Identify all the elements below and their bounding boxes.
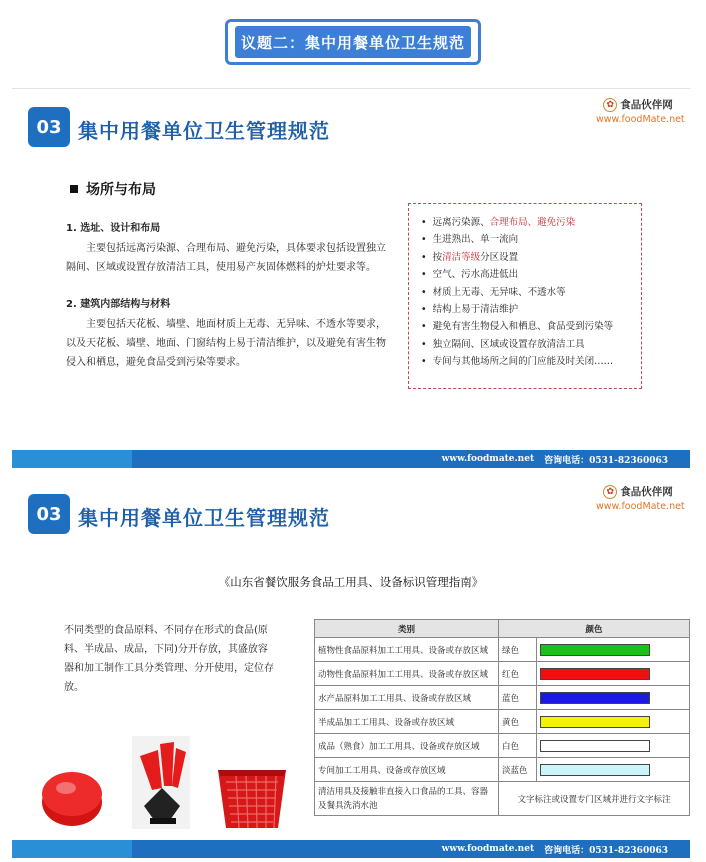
table-cell-category: 专间加工工用具、设备或存放区域 [315,758,499,782]
table-header-color: 颜色 [499,620,690,638]
table-cell-category: 水产品原料加工工用具、设备或存放区域 [315,686,499,710]
red-basket-image [218,770,286,828]
table-row [315,782,690,816]
table-cell-color-name: 红色 [499,662,537,686]
key-points-box [408,203,642,389]
footer-url: www.foodmate.net [441,844,535,854]
slide-footer [12,840,690,858]
table-cell-category: 植物性食品原料加工工用具、设备或存放区域 [315,638,499,662]
topic-title: 议题二：集中用餐单位卫生规范 [235,26,471,58]
color-swatch [540,764,650,776]
subsection-text: 主要包括远离污染源、合理布局、避免污染，具体要求包括设置独立隔间、区域或设置存放清洁工具，使用易产灰固体燃料的炉灶要求等。 [66,243,386,273]
logo-name: 食品伙伴网 [620,486,673,498]
color-swatch [540,668,650,680]
table-cell-swatch [537,758,690,782]
table-cell-color-name: 黄色 [499,710,537,734]
subsection-site-selection [66,219,392,277]
slide-footer [12,450,690,468]
table-row [315,662,690,686]
subsection-text: 主要包括天花板、墙壁、地面材质上无毒、无异味、不透水等要求，以及天花板、墙壁、地面、门窗结构上易于清洁维护，以及避免有害生物侵入和栖息，避免食品受到污染等要求。 [66,319,386,368]
color-swatch [540,740,650,752]
list-item: • 结构上易于清洁维护 [421,301,635,318]
table-cell-swatch [537,710,690,734]
color-swatch [540,692,650,704]
subsection-building-structure [66,295,392,372]
table-cell-swatch [537,686,690,710]
table-cell-category: 动物性食品原料加工工用具、设备或存放区域 [315,662,499,686]
slide-2 [12,478,690,858]
color-swatch [540,716,650,728]
table-cell-swatch [537,662,690,686]
table-cell-color-name: 蓝色 [499,686,537,710]
color-code-table [314,619,690,816]
red-knife-set-image [132,736,190,829]
section-number-badge: 03 [28,107,70,147]
section-heading-text: 场所与布局 [86,182,156,198]
section-number-badge: 03 [28,494,70,534]
list-item: • 独立隔间、区域或设置存放清洁工具 [421,336,635,353]
logo-emblem-icon: ✿ [603,98,617,112]
table-cell-category: 清洁用具及接触非直接入口食品的工具、容器及餐具洗消水池 [315,782,499,816]
list-item: • 材质上无毒、无异味、不透水等 [421,284,635,301]
topic-banner [225,19,481,65]
subsection-heading: 2. 建筑内部结构与材料 [66,299,171,310]
footer-url: www.foodmate.net [441,454,535,464]
logo-name: 食品伙伴网 [620,99,673,111]
guide-title: 《山东省餐饮服务食品工用具、设备标识管理指南》 [218,575,484,589]
list-item: • 生进熟出、单一流向 [421,231,635,248]
table-row [315,734,690,758]
logo-url: www.foodMate.net [596,501,685,512]
table-cell-color-name: 淡蓝色 [499,758,537,782]
logo-url: www.foodMate.net [596,114,685,125]
section-heading [70,179,156,199]
table-header-category: 类别 [315,620,499,638]
table-cell-color-name: 白色 [499,734,537,758]
footer-phone: 咨询电话：0531-82360063 [544,845,668,856]
table-cell-note: 文字标注或设置专门区域并进行文字标注 [499,782,690,816]
list-item: • 空气、污水高进低出 [421,266,635,283]
footer-phone: 咨询电话：0531-82360063 [544,455,668,466]
table-cell-category: 成品（熟食）加工工用具、设备或存放区域 [315,734,499,758]
list-item: • 按清洁等级分区设置 [421,249,635,266]
square-bullet-icon [70,185,78,193]
table-cell-color-name: 绿色 [499,638,537,662]
slide-title: 集中用餐单位卫生管理规范 [78,119,330,143]
table-row [315,686,690,710]
table-row [315,638,690,662]
table-cell-category: 半成品加工工用具、设备或存放区域 [315,710,499,734]
description-text: 不同类型的食品原料、不同存在形式的食品(原料、半成品、成品，下同)分开存放，其盛放容器和加工制作工具分类管理、分开使用，定位存放。 [64,625,274,693]
slide-1 [12,88,690,468]
slide-title: 集中用餐单位卫生管理规范 [78,506,330,530]
table-cell-swatch [537,734,690,758]
tool-photos [40,736,292,831]
foodmate-logo [596,484,685,512]
list-item: • 专间与其他场所之间的门应能及时关闭…… [421,353,635,370]
subsection-heading: 1. 选址、设计和布局 [66,223,161,234]
table-row [315,758,690,782]
list-item: • 远离污染源、合理布局、避免污染 [421,214,635,231]
logo-emblem-icon: ✿ [603,485,617,499]
list-item: • 避免有害生物侵入和栖息、食品受到污染等 [421,318,635,335]
foodmate-logo [596,97,685,125]
table-cell-swatch [537,638,690,662]
red-cutting-board-image [42,772,102,826]
table-row [315,710,690,734]
color-swatch [540,644,650,656]
